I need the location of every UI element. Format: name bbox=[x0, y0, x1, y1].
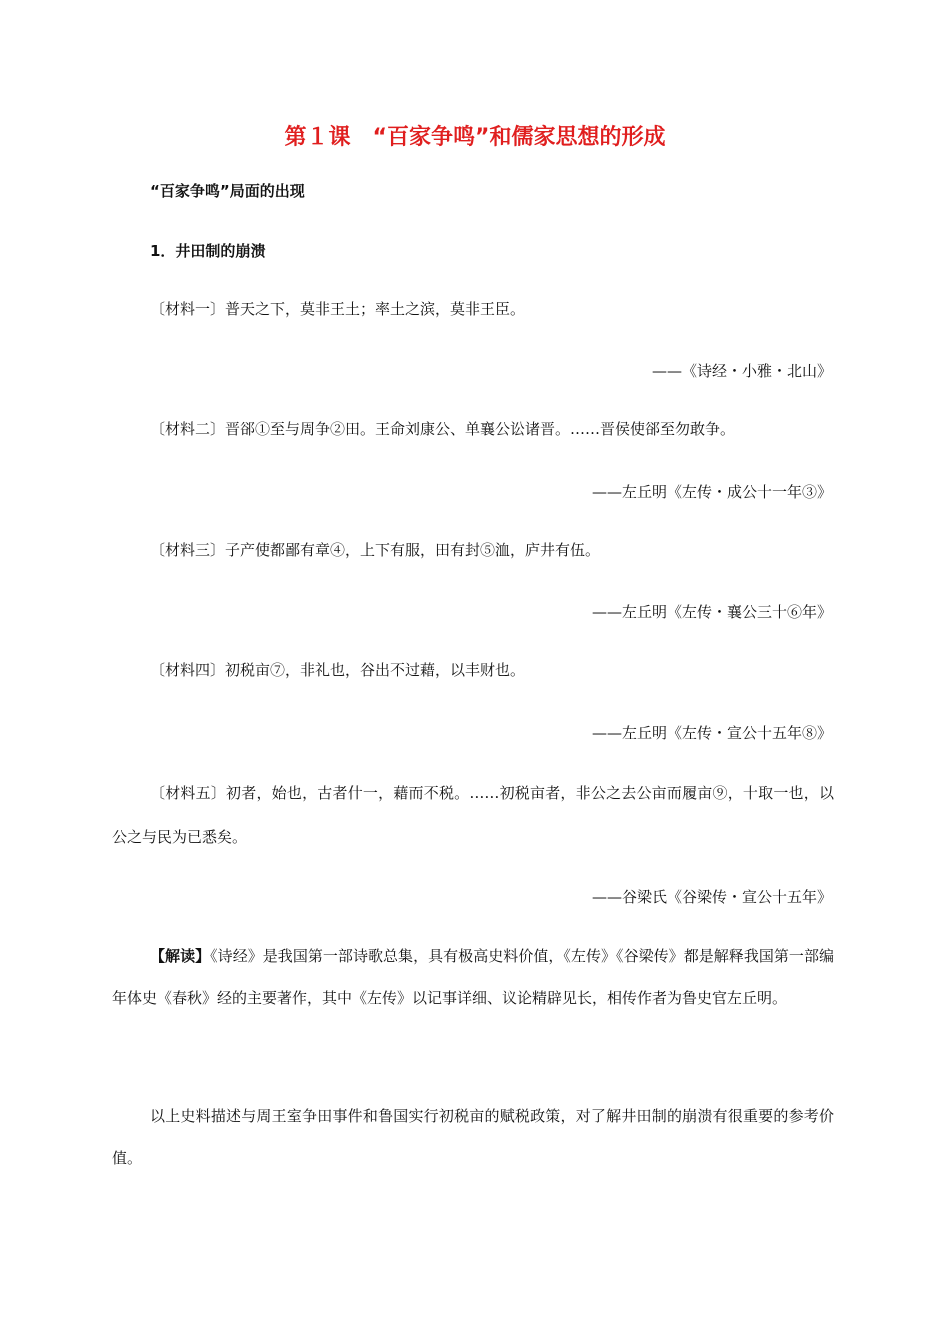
material-2-source: ——左丘明《左传・成公十一年③》 bbox=[591, 483, 832, 501]
material-label: 〔材料三〕 bbox=[150, 541, 226, 559]
material-3 bbox=[112, 530, 834, 570]
material-text: 初者，始也，古者什一，藉而不税。……初税亩者，非公之去公亩而履亩⑨，十取一也，以公之与民为已悉矣。 bbox=[112, 784, 834, 846]
material-text: 初税亩⑦，非礼也，谷出不过藉，以丰财也。 bbox=[225, 661, 526, 679]
material-label: 〔材料二〕 bbox=[150, 420, 226, 438]
material-1-source: ——《诗经・小雅・北山》 bbox=[651, 362, 832, 380]
interpretation-text: 《诗经》是我国第一部诗歌总集，具有极高史料价值，《左传》《谷梁传》都是解释我国第一部编年体史《春秋》经的主要著作，其中《左传》以记事详细、议论精辟见长，相传作者为鲁史官左丘明。 bbox=[112, 947, 834, 1007]
material-2 bbox=[112, 409, 834, 449]
material-5 bbox=[112, 771, 834, 859]
subsection-heading: 1．井田制的崩溃 bbox=[150, 242, 266, 260]
material-4 bbox=[112, 650, 834, 690]
material-label: 〔材料一〕 bbox=[150, 300, 226, 318]
material-label: 〔材料四〕 bbox=[150, 661, 226, 679]
section-heading: “百家争鸣”局面的出现 bbox=[150, 182, 305, 200]
material-4-source: ——左丘明《左传・宣公十五年⑧》 bbox=[591, 724, 832, 742]
material-3-source: ——左丘明《左传・襄公三十⑥年》 bbox=[591, 603, 832, 621]
material-text: 子产使都鄙有章④，上下有服，田有封⑤洫，庐井有伍。 bbox=[225, 541, 601, 559]
lesson-title: 第１课 “百家争鸣”和儒家思想的形成 bbox=[284, 125, 666, 150]
material-5-source: ——谷梁氏《谷梁传・宣公十五年》 bbox=[591, 888, 832, 906]
interpretation bbox=[112, 935, 834, 1019]
material-text: 晋郤①至与周争②田。王命刘康公、单襄公讼诸晋。……晋侯使郤至勿敢争。 bbox=[225, 420, 736, 438]
interpretation-label: 【解读】 bbox=[150, 947, 211, 965]
material-text: 普天之下，莫非王土；率土之滨，莫非王臣。 bbox=[225, 300, 526, 318]
material-1 bbox=[112, 289, 834, 329]
conclusion-paragraph: 以上史料描述与周王室争田事件和鲁国实行初税亩的赋税政策，对了解井田制的崩溃有很重要的参考价值。 bbox=[112, 1107, 834, 1167]
material-label: 〔材料五〕 bbox=[150, 784, 227, 802]
